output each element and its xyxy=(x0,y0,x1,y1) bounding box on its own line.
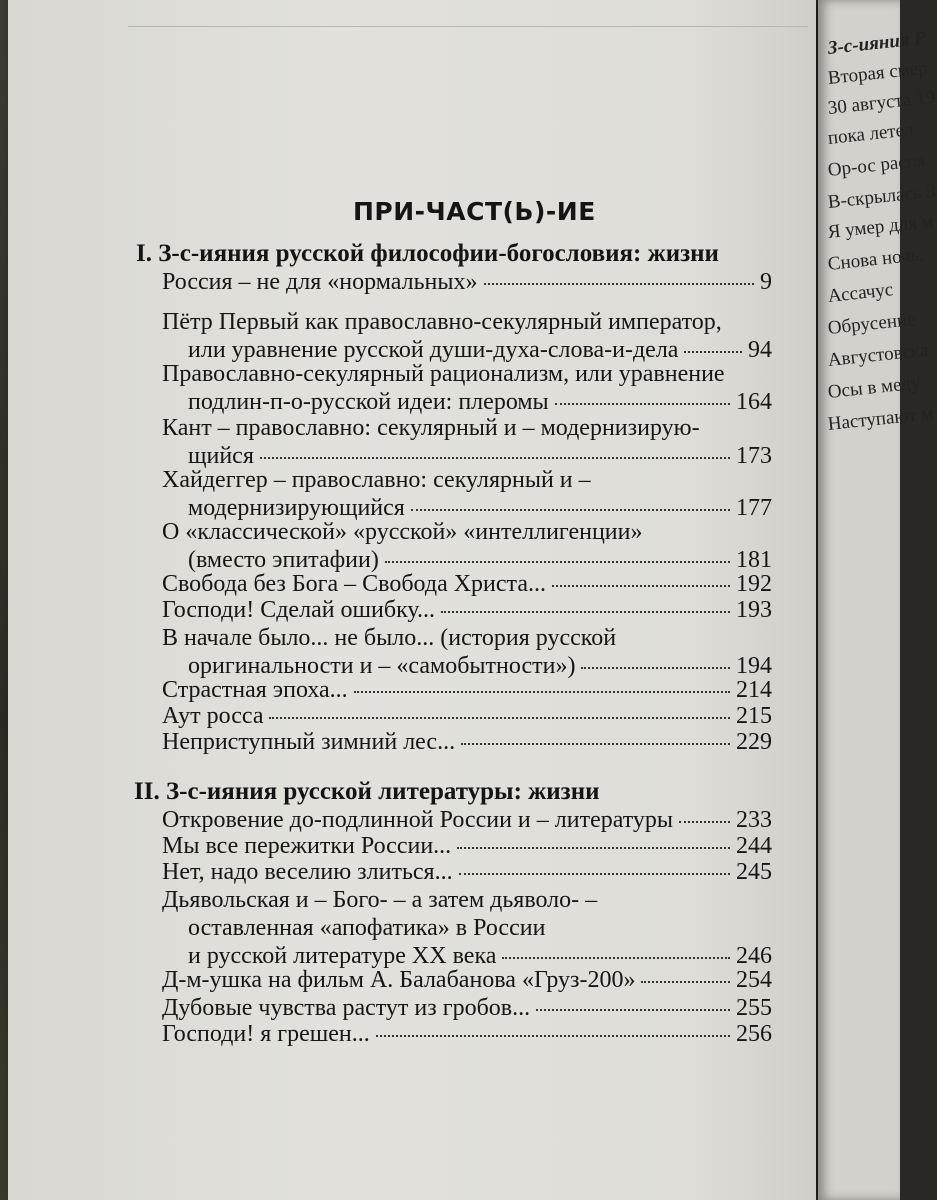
toc-entry-title-cont: модернизирующийся xyxy=(188,495,405,521)
toc-entry-title-cont: оставленная «апофатика» в России xyxy=(188,915,546,941)
toc-entry xyxy=(162,268,772,296)
toc-entry xyxy=(162,832,772,860)
toc-entry xyxy=(162,1020,772,1048)
page-title: ПРИ-ЧАСТ(Ь)-ИЕ xyxy=(353,197,596,226)
dot-leader xyxy=(260,457,730,459)
toc-page-number: 94 xyxy=(748,337,772,363)
adjacent-page-line: Я умер для м xyxy=(826,210,935,243)
toc-entry-title: Православно-секулярный рационализм, или уравнение xyxy=(162,361,725,387)
adjacent-page-line: Вторая смер xyxy=(826,57,929,89)
section-heading-1: I. З-с-ияния русской философии-богословия: жизни xyxy=(136,240,719,267)
toc-page-number: 215 xyxy=(736,703,772,729)
toc-entry xyxy=(162,414,772,470)
toc-entry xyxy=(162,702,772,730)
section-heading-2: II. З-с-ияния русской литературы: жизни xyxy=(134,778,600,805)
toc-entry-title: Аут росса xyxy=(162,703,264,729)
toc-entry xyxy=(162,624,772,680)
toc-entry xyxy=(162,466,772,522)
toc-entry-title: Мы все пережитки России... xyxy=(162,833,452,859)
toc-entry-title: Пётр Первый как православно-секулярный император, xyxy=(162,309,722,335)
toc-entry-title-cont: оригинальности и – «самобытности») xyxy=(188,653,576,679)
toc-entry xyxy=(162,570,772,598)
running-head-rule xyxy=(128,2,808,27)
dot-leader xyxy=(459,873,730,875)
toc-entry-title: Кант – православно: секулярный и – модернизирую- xyxy=(162,415,700,441)
toc-page-number: 173 xyxy=(736,443,772,469)
toc-entry-title: Россия – не для «нормальных» xyxy=(162,269,478,295)
adjacent-page-line: пока летел xyxy=(826,119,915,149)
toc-entry-title-cont: и русской литературе XX века xyxy=(188,943,497,969)
toc-entry xyxy=(162,994,772,1022)
adjacent-page-line: Обрусение xyxy=(826,308,917,339)
adjacent-page-line: Снова ночь. xyxy=(826,243,925,275)
toc-entry-title: Господи! Сделай ошибку... xyxy=(162,597,436,623)
toc-entry xyxy=(162,886,772,970)
toc-page-number: 177 xyxy=(736,495,772,521)
dot-leader xyxy=(461,743,730,745)
toc-entry-title-cont: (вместо эпитафии) xyxy=(188,547,379,573)
adjacent-page-line: Наступают м xyxy=(826,403,935,435)
dot-leader xyxy=(536,1009,730,1011)
adjacent-page-line: Осы в меду xyxy=(826,372,922,403)
dot-leader xyxy=(385,561,730,563)
toc-page-number: 193 xyxy=(736,597,772,623)
book-gutter xyxy=(0,0,8,1200)
toc-page-number: 244 xyxy=(736,833,772,859)
adjacent-page-line: Августовска xyxy=(826,339,930,371)
toc-entry-title: В начале было... не было... (история русской xyxy=(162,625,617,651)
dot-leader xyxy=(457,847,730,849)
toc-entry-title: Страстная эпоха... xyxy=(162,677,348,703)
toc-entry-title-cont: или уравнение русской души-духа-слова-и-дела xyxy=(188,337,679,363)
toc-entry-title: Откровение до-подлинной России и – литературы xyxy=(162,807,674,833)
dot-leader xyxy=(684,351,742,353)
toc-entry-title: Неприступный зимний лес... xyxy=(162,729,456,755)
toc-page-number: 214 xyxy=(736,677,772,703)
toc-entry-title: Господи! я грешен... xyxy=(162,1021,370,1047)
toc-entry-title: Д-м-ушка на фильм А. Балабанова «Груз-200» xyxy=(162,967,636,993)
toc-entry-title: Хайдеггер – православно: секулярный и – xyxy=(162,467,591,493)
toc-entry xyxy=(162,966,772,994)
toc-entry-title: О «классической» «русской» «интеллигенции» xyxy=(162,519,643,545)
toc-entry-title: Дубовые чувства растут из гробов... xyxy=(162,995,531,1021)
toc-entry xyxy=(162,728,772,756)
adjacent-page-line: Ор-ос распя xyxy=(826,149,927,181)
toc-page-number: 229 xyxy=(736,729,772,755)
toc-entry xyxy=(162,596,772,624)
dot-leader xyxy=(354,691,730,693)
dot-leader xyxy=(581,667,730,669)
toc-page-number: 192 xyxy=(736,571,772,597)
dot-leader xyxy=(411,509,730,511)
toc-page-number: 246 xyxy=(736,943,772,969)
dot-leader xyxy=(552,585,730,587)
dot-leader xyxy=(376,1035,730,1037)
toc-entry-title: Дьявольская и – Бого- – а затем дьяволо- – xyxy=(162,887,598,913)
toc-page-number: 233 xyxy=(736,807,772,833)
dot-leader xyxy=(484,283,754,285)
dot-leader xyxy=(502,957,730,959)
adjacent-page-line: З-с-ияния Р xyxy=(826,27,927,59)
toc-page-number: 254 xyxy=(736,967,772,993)
toc-page-number: 194 xyxy=(736,653,772,679)
toc-entry xyxy=(162,858,772,886)
adjacent-page-line: 30 августа 19 xyxy=(826,86,937,119)
dot-leader xyxy=(269,717,730,719)
toc-entry-title-cont: щийся xyxy=(188,443,254,469)
toc-page-number: 9 xyxy=(760,269,772,295)
dot-leader xyxy=(679,821,730,823)
toc-page-number: 164 xyxy=(736,389,772,415)
toc-entry xyxy=(162,806,772,834)
toc-entry xyxy=(162,518,772,574)
book-page xyxy=(8,0,816,1200)
adjacent-page xyxy=(818,0,937,1200)
toc-entry xyxy=(162,360,772,416)
dot-leader xyxy=(641,981,730,983)
toc-page-number: 181 xyxy=(736,547,772,573)
toc-entry-title: Свобода без Бога – Свобода Христа... xyxy=(162,571,546,597)
adjacent-page-line: Ассачус xyxy=(826,279,895,307)
toc-page-number: 245 xyxy=(736,859,772,885)
toc-entry xyxy=(162,308,772,364)
toc-page-number: 255 xyxy=(736,995,772,1021)
toc-page-number: 256 xyxy=(736,1021,772,1047)
toc-entry-title-cont: подлин-п-о-русской идеи: плеромы xyxy=(188,389,549,415)
adjacent-page-line: В-скрылась З xyxy=(826,180,937,213)
dot-leader xyxy=(441,611,730,613)
toc-entry xyxy=(162,676,772,704)
toc-entry-title: Нет, надо веселию злиться... xyxy=(162,859,453,885)
dot-leader xyxy=(555,403,730,405)
